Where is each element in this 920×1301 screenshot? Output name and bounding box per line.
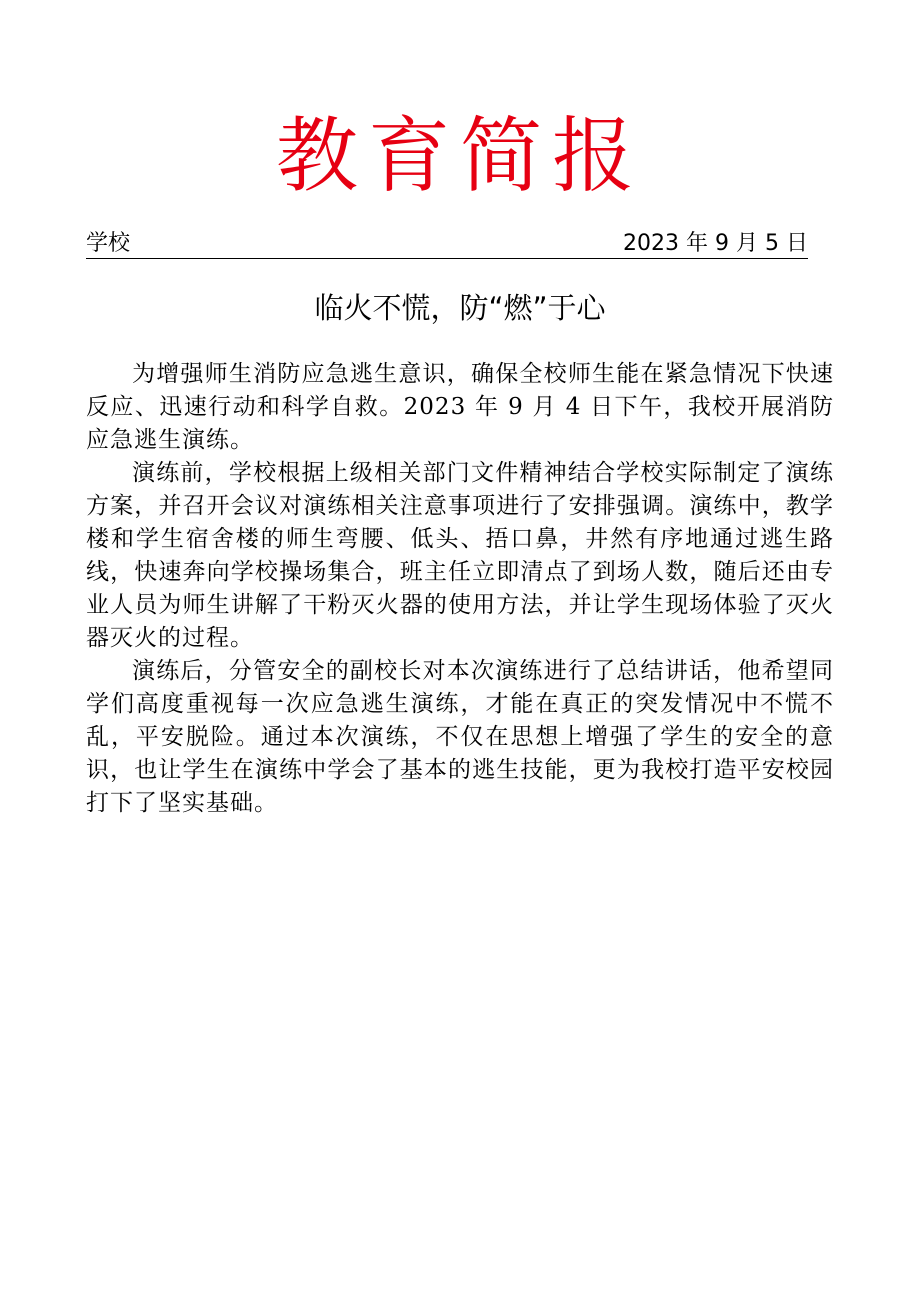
article-body bbox=[86, 358, 834, 820]
issue-date: 2023 年 9 月 5 日 bbox=[623, 231, 808, 256]
paragraph-1: 为增强师生消防应急逃生意识，确保全校师生能在紧急情况下快速反应、迅速行动和科学自救。2023 年 9 月 4 日下午，我校开展消防应急逃生演练。 bbox=[86, 361, 834, 453]
paragraph-2: 演练前，学校根据上级相关部门文件精神结合学校实际制定了演练方案，并召开会议对演练相关注意事项进行了安排强调。演练中，教学楼和学生宿舍楼的师生弯腰、低头、捂口鼻，井然有序地通过逃生路线，快速奔向学校操场集合，班主任立即清点了到场人数，随后还由专业人员为师生讲解了干粉灭火器的使用方法，并让学生现场体验了灭火器灭火的过程。 bbox=[86, 460, 834, 651]
masthead-title: 教育简报 bbox=[275, 109, 644, 204]
school-label: 学校 bbox=[86, 231, 131, 256]
info-line bbox=[86, 230, 808, 259]
article-title: 临火不慌，防“燃”于心 bbox=[314, 291, 606, 325]
paragraph-3: 演练后，分管安全的副校长对本次演练进行了总结讲话，他希望同学们高度重视每一次应急逃生演练，才能在真正的突发情况中不慌不乱，平安脱险。通过本次演练，不仅在思想上增强了学生的安全的意识，也让学生在演练中学会了基本的逃生技能，更为我校打造平安校园打下了坚实基础。 bbox=[86, 658, 834, 816]
